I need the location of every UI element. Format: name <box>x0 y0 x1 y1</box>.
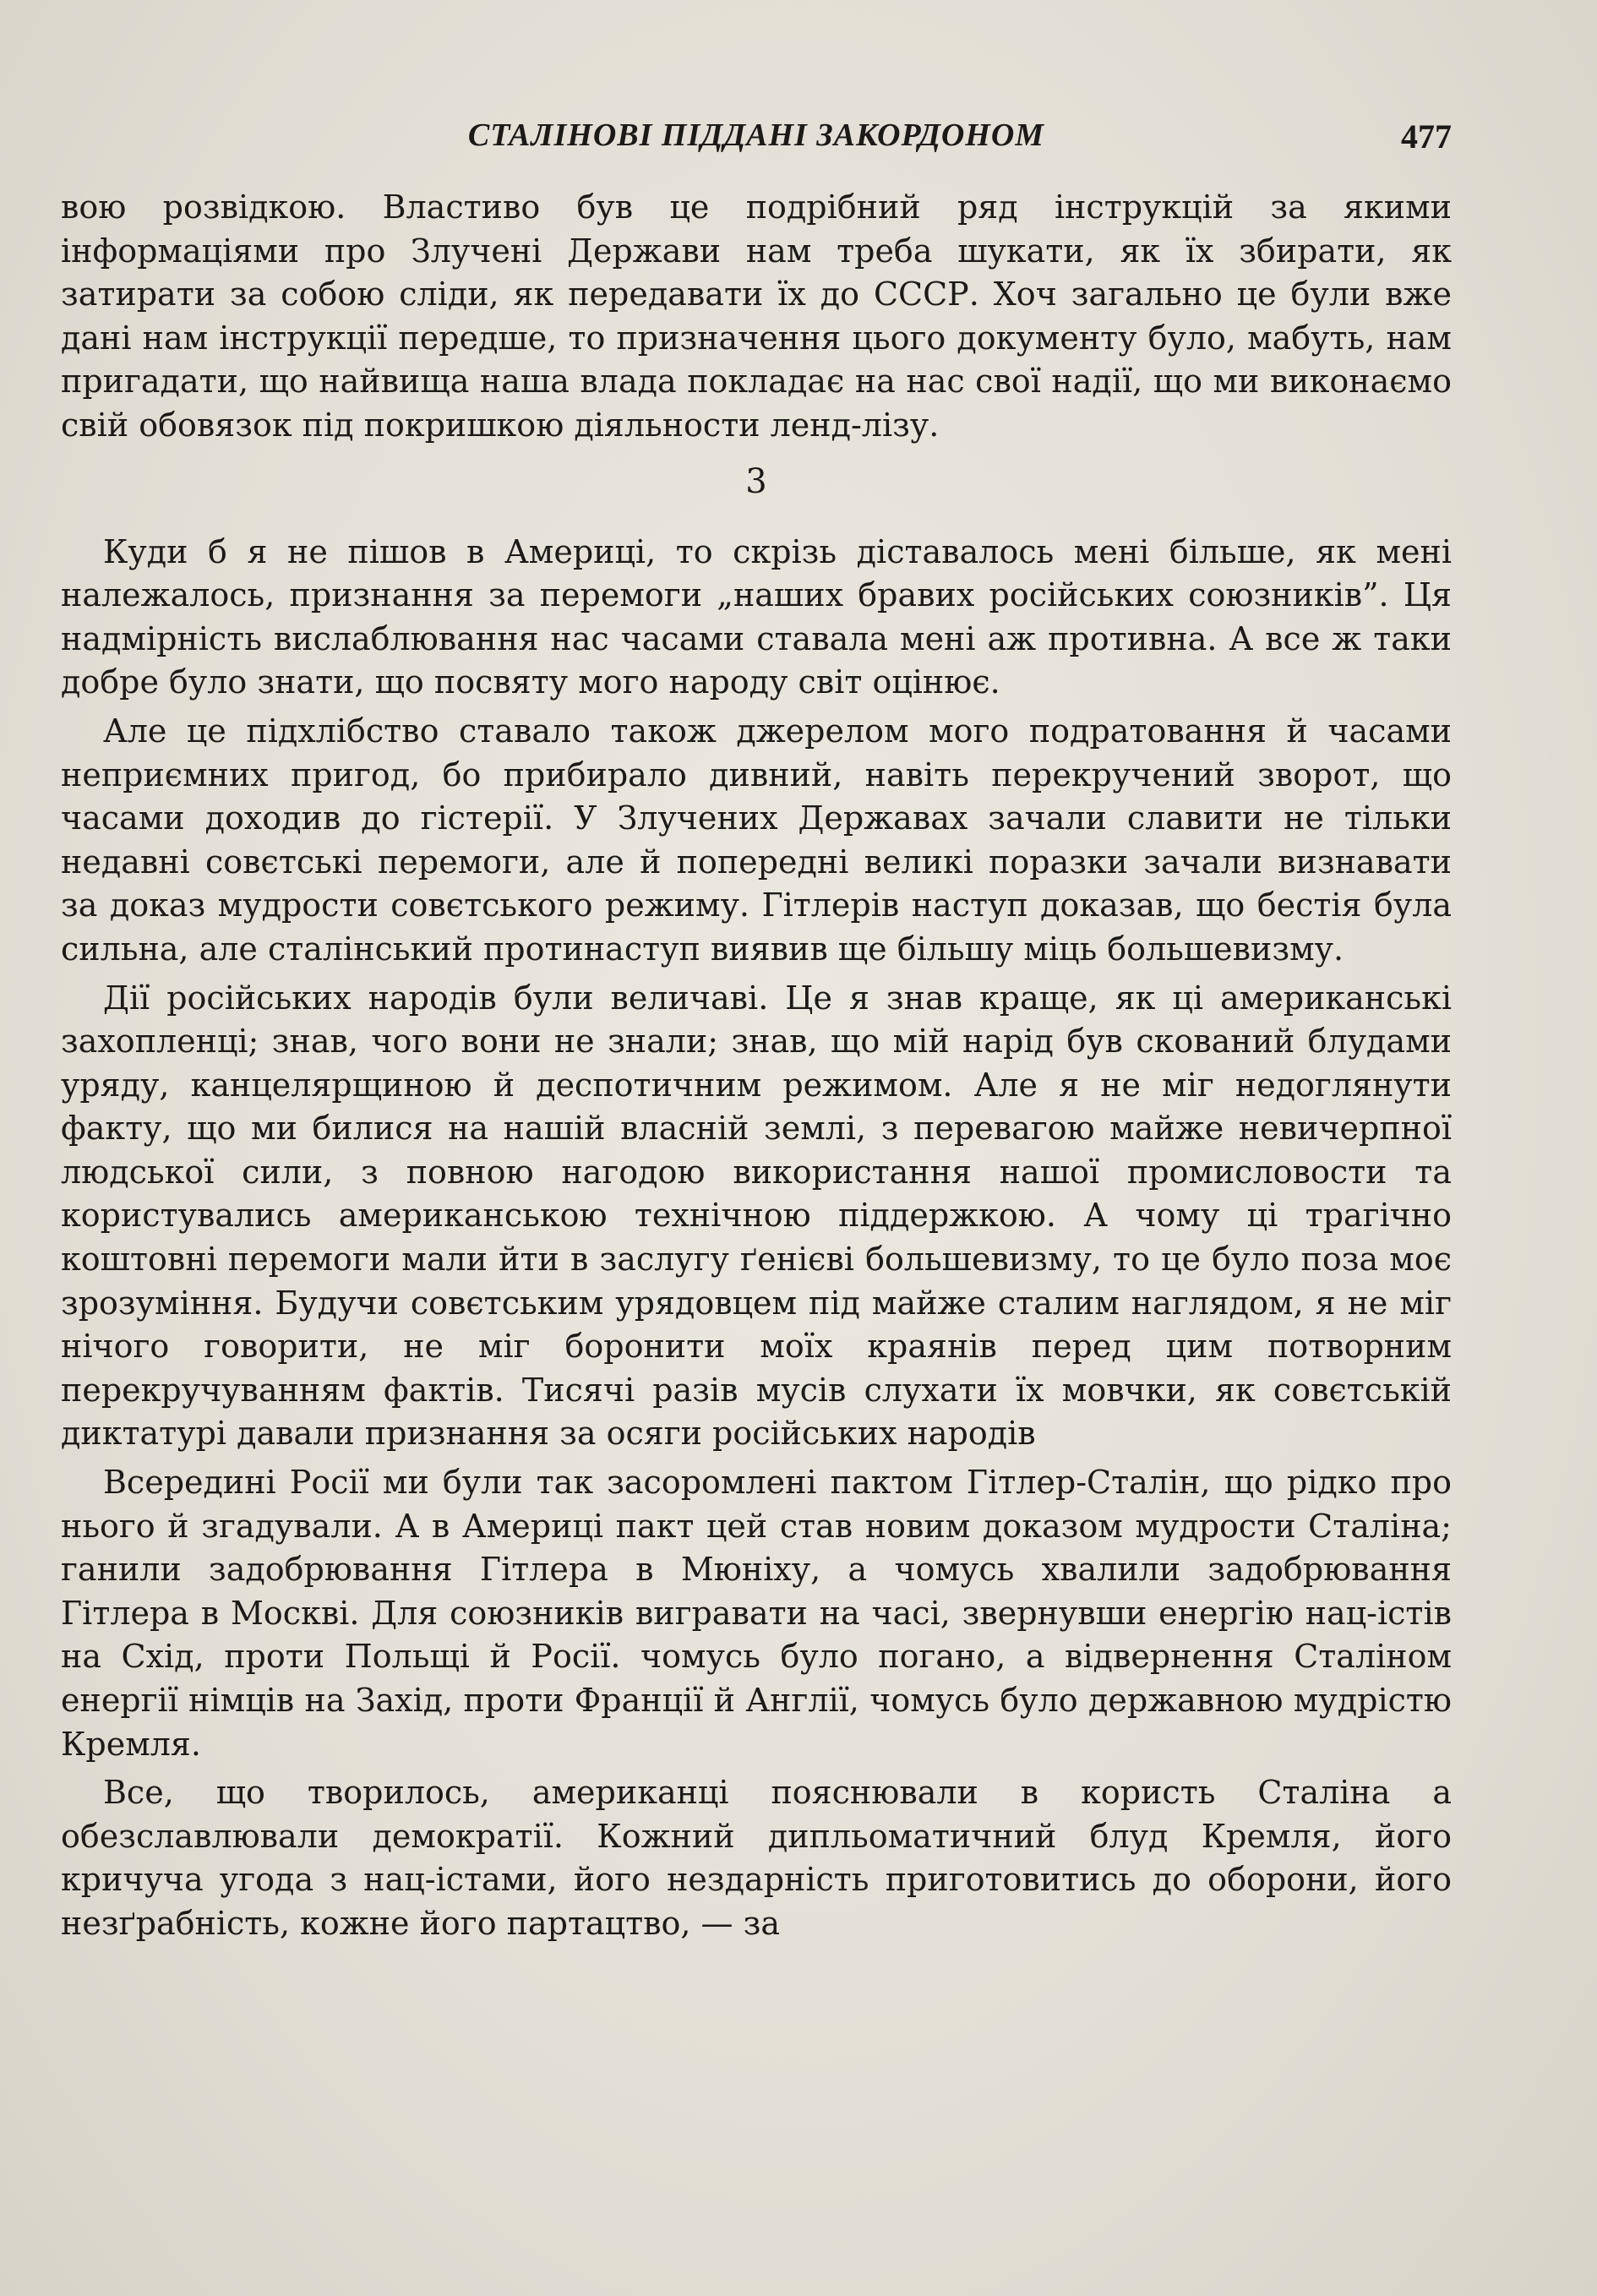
page-number: 477 <box>1401 117 1452 155</box>
paragraph: Всередині Росії ми були так засоромлені пактом Гітлер-Сталін, що рідко про нього й згадували. А в Америці пакт цей став новим доказом мудрости Сталіна; ганили задобрювання Гітлера в Мюніху, а чомусь хвалили задобрювання Гітлера в Москві. Для союзників вигравати на часі, звернувши енергію нац-істів на Схід, проти Польщі й Росії. чомусь було погано, а відвернення Сталіном енергії німців на Захід, проти Франції й Англії, чомусь було державною мудрістю Кремля. <box>61 1464 1452 1763</box>
paragraph: Все, що творилось, американці пояснювали в користь Сталіна а обезславлювали демократії. Кожний дипльоматичний блуд Кремля, його кричуча угода з нац-істами, його нездарність приготовитись до оборони, його незґрабність, кожне його партацтво, — за <box>61 1774 1452 1942</box>
running-title: СТАЛІНОВІ ПІДДАНІ ЗАКОРДОНОМ <box>467 117 1045 153</box>
paragraph: Але це підхлібство ставало також джерелом мого подратовання й часами неприємних пригод, бо прибирало дивний, навіть перекручений зворот, що часами доходив до гістерії. У Злучених Державах зачали славити не тільки недавні совєтські перемоги, але й попередні великі поразки зачали визнавати за доказ мудрости совєтського режиму. Гітлерів наступ доказав, що бестія була сильна, але сталінський протинаступ виявив ще більшу міць большевизму. <box>61 712 1452 968</box>
paragraph: Дії російських народів були величаві. Це я знав краще, як ці американські захопленці; знав, чого вони не знали; знав, що мій нарід був скований блудами уряду, канцелярщиною й деспотичним режимом. Але я не міг недоглянути факту, що ми билися на нашій власній землі, з перевагою майже невичерпної людської сили, з повною нагодою використання нашої промисловости та користувались американською технічною піддержкою. А чому ці трагічно коштовні перемоги мали йти в заслугу ґенієві большевизму, то це було поза моє зрозуміння. Будучи совєтським урядовцем під майже сталим наглядом, я не міг нічого говорити, не міг боронити моїх краянів перед цим потворним перекручуванням фактів. Тисячі разів мусів слухати їх мовчки, як совєтській диктатурі давали признання за осяги російських народів <box>61 979 1452 1453</box>
paragraph: Куди б я не пішов в Америці, то скрізь діставалось мені більше, як мені належалось, признання за перемоги „наших бравих російських союзників”. Ця надмірність вислаблювання нас часами ставала мені аж противна. А все ж таки добре було знати, що посвяту мого народу світ оцінює. <box>61 532 1452 701</box>
section-number: 3 <box>745 461 767 501</box>
page-body <box>61 186 1452 1946</box>
page-header <box>61 117 1452 164</box>
paragraph-continued: вою розвідкою. Властиво був це подрібний ряд інструкцій за якими інформаціями про Злучені Держави нам треба шукати, як їх збирати, як затирати за собою сліди, як передавати їх до СССР. Хоч загально це були вже дані нам інструкції передше, то призначення цього документу було, мабуть, нам пригадати, що найвища наша влада покладає на нас свої надії, що ми виконаємо свій обовязок під покришкою діяльности ленд-лізу. <box>61 188 1452 444</box>
